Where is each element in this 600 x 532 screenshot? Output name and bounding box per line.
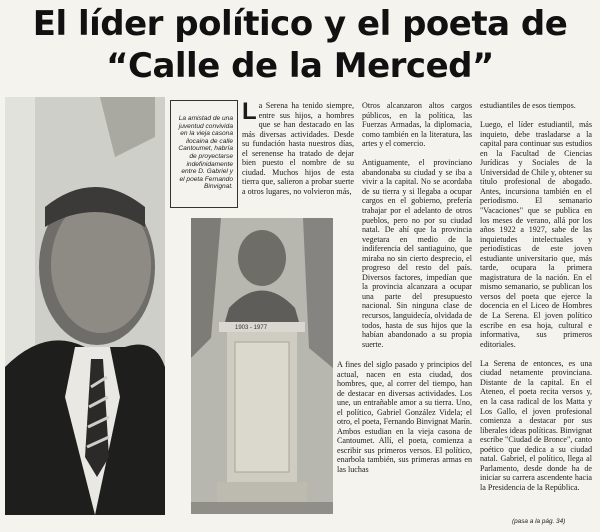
column-3: estudiantiles de esos tiempos. Luego, el líder estudiantil, más inquieto, debe trasladarse a la capital para continuar sus estudios en la Facultad de Ciencias Jurídicas y Sociales de la Universidad de Chile y, obtener su título profesional de abogado. Antes, incursiona también en el periodismo. El semanario "Vacaciones" que se publica en los meses de verano, allá por los años 1922 a 1927, sabe de las inquietudes intelectuales y periodísticas de este joven estudiante universitario que, más tarde, ocupara la primera magistratura de la nación. En el mismo semanario, se publican los versos del poeta que ejerce la docencia en el Liceo de Hombres de La Serena. El joven político escribe en esa hoja, cultural e informativa, sus primeros editoriales. La Serena de entonces, es una ciudad netamente provinciana. Distante de la capital. En el Ateneo, el poeta recita versos y, en la casa radical de los Matta y Los Gallo, el joven profesional comienza a destacar por sus liberales ideas políticas. Binvignat escribe "Ciudad de Bronce", canto poético que dedica a su ciudad natal. Gabriel, el político, llega al Parlamento, desde donde ha de iniciar su carrera ascendente hacia la Presidencia de la República. [480,101,592,492]
headline-line-2: “Calle de la Merced” [106,46,494,86]
column-1 [242,101,354,217]
portrait-illustration [5,97,165,515]
drop-cap: L [242,101,257,125]
portrait-photo [5,97,165,515]
column-2: Otros alcanzaron altos cargos públicos, en la política, las Fuerzas Armadas, la diplomacia, como también en la literatura, las artes y el comercio. Antiguamente, el provinciano abandonaba su ciudad y se iba a vivir a la capital. No se acordaba de su tierra y si llegaba a ocupar cargos en el gobierno, prefería trabajar por el adelanto de otros pueblos, pero no por su ciudad natal. De ahí que la provincia vegetara en medio de la indiferencia del santiaguino, que miraba no sin cierto desprecio, el progreso del resto del país. Diversos factores, impedían que la provincia alcanzara a ocupar una parte del presupuesto nacional. Sin ninguna clase de recursos, languidecía, olvidada de todos, hasta de sus hijos que la habían abandonado a su propia suerte. [362,101,472,349]
column-2-bottom: A fines del siglo pasado y principios del actual, nacen en esta ciudad, dos hombres, que, al correr del tiempo, han de destacar en diversas actividades. Los une, un entrañable amor a su tierra. Uno, el político, Gabriel González Videla; el otro, el poeta, Fernando Binvignat Marín. Ambos estudian en la vieja casona de Cantoumet. Allí, el poeta, comienza a escribir sus primeros versos. El político, enarbola también, sus primeras armas en las luchas [337,360,472,475]
headline-line-1: El líder político y el poeta de [32,4,568,44]
column-1-text: a Serena ha tenido siempre, entre sus hijos, a hombres que se han destacado en las más diversas actividades. Desde su fundación hasta nuestros días, el serenense ha tratado de dejar bien puesto el nombre de su ciudad. Muchos hijos de esta tierra que, salieron a probar suerte a otros lugares, no volvieron más, [242,101,354,196]
bust-illustration [191,218,333,514]
bust-monument-photo [191,218,333,514]
photo-caption: La amistad de una juventud convivida en la vieja casona ilocaina de calle Cantoumet, habría de proyectarse indefinidamente entre D. Gabriel y el poeta Fernando Binvignat. [178,115,233,191]
plaque-text: 1903 - 1977 [235,325,268,331]
continued-note: (pasa a la pág. 34) [512,518,566,525]
caption-box [170,100,238,208]
